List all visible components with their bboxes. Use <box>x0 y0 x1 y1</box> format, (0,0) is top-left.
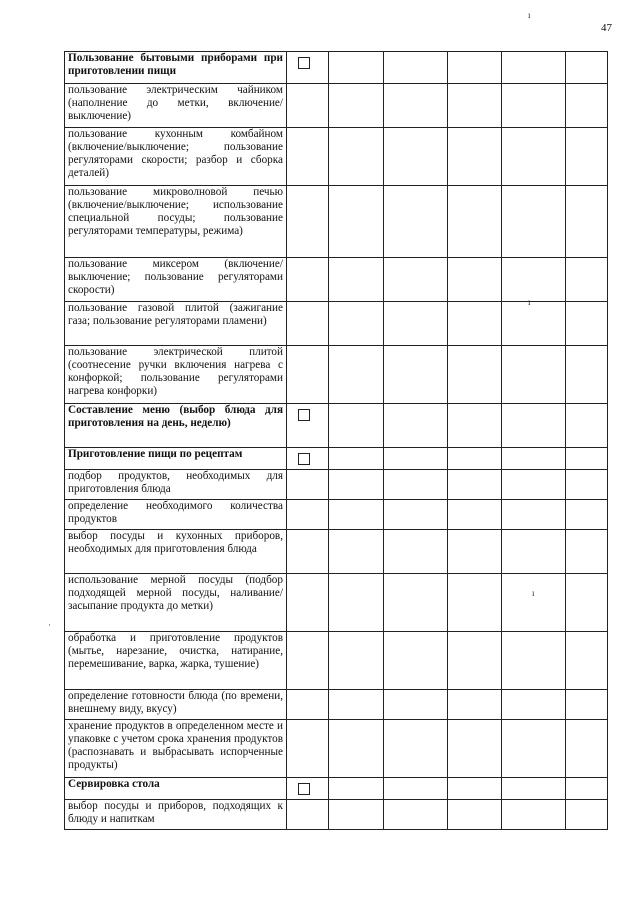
assessment-cell <box>502 632 566 690</box>
table-row <box>65 720 608 778</box>
assessment-cell <box>384 258 448 302</box>
assessment-cell <box>329 404 384 448</box>
assessment-cell <box>287 800 329 830</box>
section-heading: Приготовление пищи по рецептам <box>65 448 287 470</box>
skill-item: пользование микроволновой печью (включение/выключение; использование специальной посуды; пользование регуляторами температуры, режима) <box>65 186 287 258</box>
table-row <box>65 800 608 830</box>
assessment-cell <box>566 778 608 800</box>
assessment-cell <box>502 84 566 128</box>
assessment-cell <box>502 52 566 84</box>
assessment-cell <box>502 720 566 778</box>
assessment-cell <box>329 500 384 530</box>
checkbox[interactable] <box>298 783 310 795</box>
skill-item: хранение продуктов в определенном месте и упаковке с учетом срока хранения продуктов (распознавать и выбрасывать испорченные продукты) <box>65 720 287 778</box>
table-row <box>65 52 608 84</box>
scan-mark: · <box>48 620 51 630</box>
assessment-cell <box>502 778 566 800</box>
skill-item: пользование электрическим чайником (наполнение до метки, включение/выключение) <box>65 84 287 128</box>
table-row <box>65 632 608 690</box>
skill-item: определение необходимого количества продуктов <box>65 500 287 530</box>
assessment-cell <box>566 720 608 778</box>
assessment-cell <box>287 530 329 574</box>
assessment-cell <box>329 128 384 186</box>
assessment-cell <box>329 52 384 84</box>
assessment-cell <box>502 128 566 186</box>
assessment-cell <box>329 690 384 720</box>
assessment-cell <box>502 404 566 448</box>
assessment-cell <box>329 632 384 690</box>
table-row <box>65 404 608 448</box>
assessment-cell <box>287 632 329 690</box>
assessment-cell <box>384 404 448 448</box>
page-number: 47 <box>601 22 612 34</box>
assessment-cell <box>448 530 502 574</box>
table-row <box>65 186 608 258</box>
assessment-cell <box>287 574 329 632</box>
assessment-cell <box>502 448 566 470</box>
assessment-cell <box>384 778 448 800</box>
table-row <box>65 530 608 574</box>
assessment-cell <box>566 346 608 404</box>
assessment-cell <box>384 448 448 470</box>
assessment-cell <box>384 632 448 690</box>
scan-mark: ı <box>532 588 535 598</box>
assessment-cell <box>329 448 384 470</box>
assessment-cell <box>384 128 448 186</box>
assessment-cell <box>384 186 448 258</box>
assessment-cell <box>566 302 608 346</box>
table-row <box>65 84 608 128</box>
assessment-cell <box>384 302 448 346</box>
assessment-cell <box>384 690 448 720</box>
assessment-cell <box>287 258 329 302</box>
assessment-cell <box>448 778 502 800</box>
assessment-cell <box>502 258 566 302</box>
assessment-cell <box>329 530 384 574</box>
assessment-cell <box>329 574 384 632</box>
assessment-cell <box>329 720 384 778</box>
skill-item: пользование миксером (включение/выключение; пользование регуляторами скорости) <box>65 258 287 302</box>
assessment-cell <box>287 52 329 84</box>
assessment-cell <box>384 500 448 530</box>
assessment-cell <box>384 800 448 830</box>
table-row <box>65 258 608 302</box>
assessment-cell <box>566 258 608 302</box>
table-row <box>65 470 608 500</box>
assessment-cell <box>566 128 608 186</box>
checkbox[interactable] <box>298 57 310 69</box>
assessment-cell <box>566 186 608 258</box>
assessment-cell <box>384 470 448 500</box>
table-row <box>65 302 608 346</box>
assessment-cell <box>448 128 502 186</box>
assessment-cell <box>329 84 384 128</box>
assessment-cell <box>566 800 608 830</box>
assessment-cell <box>448 690 502 720</box>
assessment-cell <box>329 346 384 404</box>
assessment-cell <box>502 530 566 574</box>
assessment-cell <box>384 530 448 574</box>
assessment-cell <box>287 470 329 500</box>
table-row <box>65 346 608 404</box>
assessment-cell <box>329 302 384 346</box>
assessment-cell <box>287 404 329 448</box>
assessment-cell <box>566 470 608 500</box>
assessment-cell <box>448 186 502 258</box>
skill-item: выбор посуды и приборов, подходящих к блюду и напиткам <box>65 800 287 830</box>
assessment-cell <box>566 500 608 530</box>
table-row <box>65 448 608 470</box>
skill-item: пользование кухонным комбайном (включение/выключение; пользование регуляторами скорости; разбор и сборка деталей) <box>65 128 287 186</box>
assessment-cell <box>287 84 329 128</box>
assessment-cell <box>448 258 502 302</box>
scan-mark: ı <box>528 297 531 307</box>
assessment-cell <box>384 720 448 778</box>
table-row <box>65 574 608 632</box>
assessment-cell <box>448 404 502 448</box>
assessment-cell <box>448 800 502 830</box>
assessment-cell <box>566 530 608 574</box>
assessment-cell <box>329 800 384 830</box>
assessment-cell <box>384 574 448 632</box>
assessment-cell <box>287 346 329 404</box>
assessment-cell <box>502 470 566 500</box>
assessment-cell <box>448 470 502 500</box>
skill-item: подбор продуктов, необходимых для приготовления блюда <box>65 470 287 500</box>
skill-item: обработка и приготовление продуктов (мытье, нарезание, очистка, натирание, перемешивание, варка, жарка, тушение) <box>65 632 287 690</box>
assessment-cell <box>448 346 502 404</box>
skill-item: пользование электрической плитой (соотнесение ручки включения нагрева с конфоркой; пользование регуляторами нагрева конфорки) <box>65 346 287 404</box>
scan-mark: ı <box>528 10 531 20</box>
assessment-cell <box>566 574 608 632</box>
assessment-cell <box>448 720 502 778</box>
assessment-cell <box>566 690 608 720</box>
assessment-cell <box>384 346 448 404</box>
assessment-cell <box>287 128 329 186</box>
assessment-cell <box>448 500 502 530</box>
assessment-cell <box>502 186 566 258</box>
assessment-cell <box>287 778 329 800</box>
assessment-cell <box>502 346 566 404</box>
checkbox[interactable] <box>298 453 310 465</box>
skill-item: определение готовности блюда (по времени, внешнему виду, вкусу) <box>65 690 287 720</box>
table-row <box>65 500 608 530</box>
assessment-cell <box>566 404 608 448</box>
section-heading: Составление меню (выбор блюда для приготовления на день, неделю) <box>65 404 287 448</box>
section-heading: Сервировка стола <box>65 778 287 800</box>
assessment-cell <box>329 470 384 500</box>
assessment-cell <box>448 84 502 128</box>
skill-item: пользование газовой плитой (зажигание газа; пользование регуляторами пламени) <box>65 302 287 346</box>
assessment-cell <box>448 448 502 470</box>
assessment-cell <box>448 632 502 690</box>
assessment-cell <box>287 720 329 778</box>
assessment-cell <box>502 574 566 632</box>
assessment-cell <box>287 500 329 530</box>
assessment-cell <box>566 448 608 470</box>
table-row <box>65 128 608 186</box>
assessment-cell <box>566 52 608 84</box>
assessment-cell <box>448 574 502 632</box>
assessment-cell <box>566 632 608 690</box>
section-heading: Пользование бытовыми приборами при приготовлении пищи <box>65 52 287 84</box>
assessment-cell <box>502 302 566 346</box>
assessment-cell <box>329 258 384 302</box>
assessment-cell <box>566 84 608 128</box>
assessment-cell <box>448 52 502 84</box>
assessment-cell <box>287 186 329 258</box>
assessment-cell <box>502 690 566 720</box>
assessment-cell <box>287 302 329 346</box>
assessment-cell <box>502 800 566 830</box>
assessment-table <box>64 51 608 830</box>
checkbox[interactable] <box>298 409 310 421</box>
table-row <box>65 690 608 720</box>
assessment-cell <box>329 778 384 800</box>
assessment-cell <box>448 302 502 346</box>
assessment-cell <box>287 690 329 720</box>
table-row <box>65 778 608 800</box>
skill-item: выбор посуды и кухонных приборов, необходимых для приготовления блюда <box>65 530 287 574</box>
assessment-cell <box>329 186 384 258</box>
assessment-cell <box>502 500 566 530</box>
assessment-cell <box>384 84 448 128</box>
assessment-cell <box>384 52 448 84</box>
assessment-cell <box>287 448 329 470</box>
skill-item: использование мерной посуды (подбор подходящей мерной посуды, наливание/засыпание продукта до метки) <box>65 574 287 632</box>
